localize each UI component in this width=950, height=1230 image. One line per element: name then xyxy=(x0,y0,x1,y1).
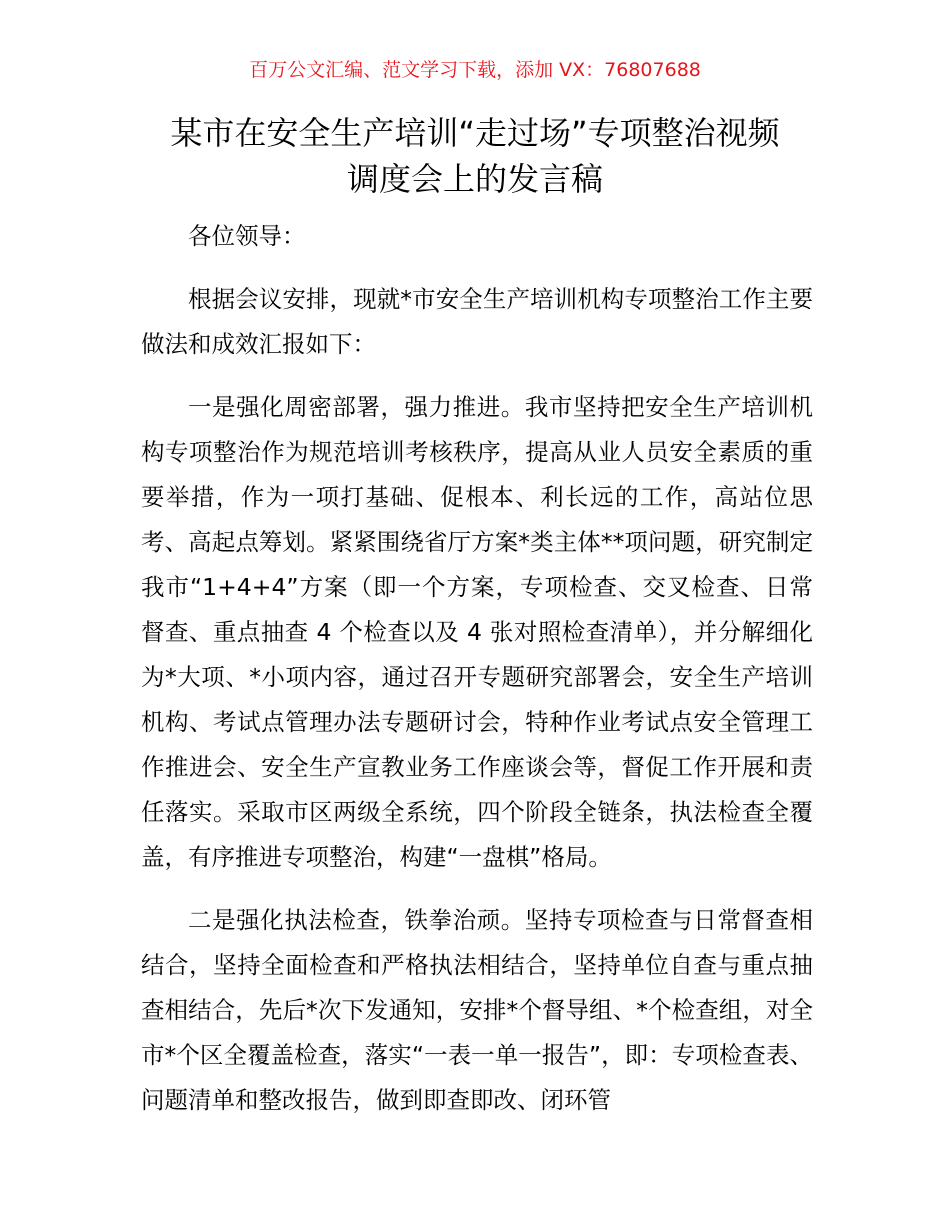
document-title xyxy=(130,110,820,202)
paragraph-point-two: 二是强化执法检查，铁拳治顽。坚持专项检查与日常督查相结合，坚持全面检查和严格执法相结合，坚持单位自查与重点抽查相结合，先后*次下发通知，安排*个督导组、*个检查组，对全市*个区全覆盖检查，落实“一表一单一报告”，即：专项检查表、问题清单和整改报告，做到即查即改、闭环管 xyxy=(141,906,813,1114)
document-body xyxy=(141,214,813,1141)
title-line-1: 某市在安全生产培训“走过场”专项整治视频 xyxy=(170,114,780,152)
paragraph-intro: 根据会议安排，现就*市安全生产培训机构专项整治工作主要做法和成效汇报如下： xyxy=(141,285,813,358)
header-watermark-note: 百万公文汇编、范文学习下载，添加 VX：76807688 xyxy=(249,59,701,81)
salutation: 各位领导： xyxy=(188,222,306,250)
title-line-2: 调度会上的发言稿 xyxy=(346,160,603,198)
paragraph-point-one: 一是强化周密部署，强力推进。我市坚持把安全生产培训机构专项整治作为规范培训考核秩序，提高从业人员安全素质的重要举措，作为一项打基础、促根本、利长远的工作，高站位思考、高起点筹划。紧紧围绕省厅方案*类主体**项问题，研究制定我市“1+4+4”方案（即一个方案，专项检查、交叉检查、日常督查、重点抽查 4 个检查以及 4 张对照检查清单），并分解细化为*大项、*小项内容，通过召开专题研究部署会，安全生产培训机构、考试点管理办法专题研讨会，特种作业考试点安全管理工作推进会、安全生产宣教业务工作座谈会等，督促工作开展和责任落实。采取市区两级全系统，四个阶段全链条，执法检查全覆盖，有序推进专项整治，构建“一盘棋”格局。 xyxy=(141,393,813,871)
